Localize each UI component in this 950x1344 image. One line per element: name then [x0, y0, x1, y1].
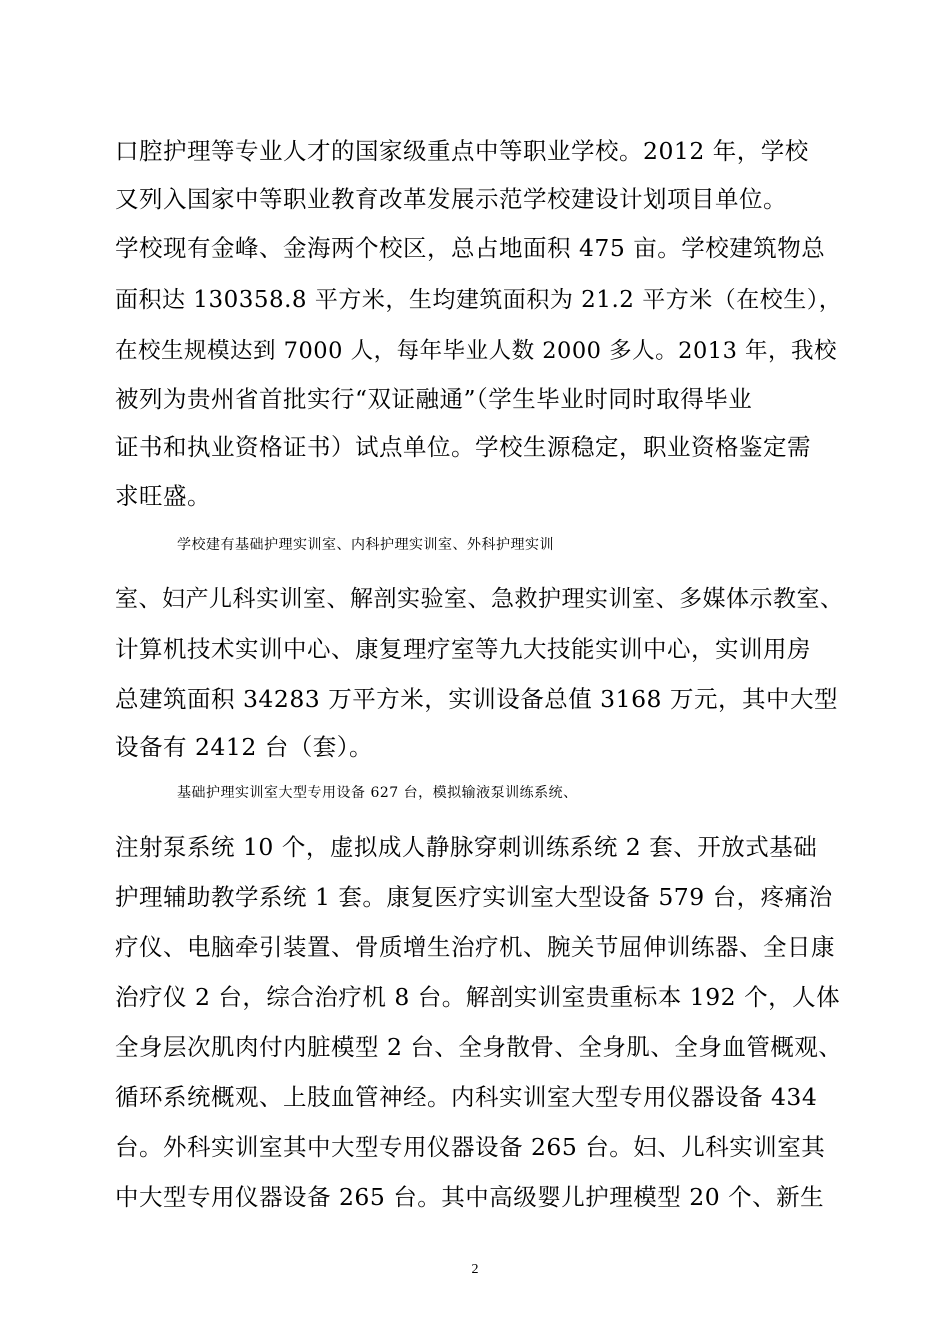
- text-line: 疗仪、电脑牵引装置、骨质增生治疗机、腕关节屈伸训练器、全日康: [115, 933, 835, 961]
- text-line: 计算机技术实训中心、康复理疗室等九大技能实训中心，实训用房: [115, 635, 811, 663]
- text-line: 证书和执业资格证书）试点单位。学校生源稳定，职业资格鉴定需: [115, 433, 811, 461]
- text-line: 护理辅助教学系统 1 套。康复医疗实训室大型设备 579 台，疼痛治: [115, 883, 833, 911]
- page-number: 2: [471, 1262, 479, 1277]
- text-line: 循环系统概观、上肢血管神经。内科实训室大型专用仪器设备 434: [115, 1083, 818, 1111]
- text-line: 学校现有金峰、金海两个校区，总占地面积 475 亩。学校建筑物总: [115, 234, 826, 262]
- text-line: 治疗仪 2 台，综合治疗机 8 台。解剖实训室贵重标本 192 个，人体: [115, 983, 841, 1011]
- text-line: 求旺盛。: [115, 482, 211, 510]
- text-line: 基础护理实训室大型专用设备 627 台，模拟输液泵训练系统、: [177, 785, 578, 801]
- text-line: 台。外科实训室其中大型专用仪器设备 265 台。妇、儿科实训室其: [115, 1133, 826, 1161]
- text-line: 全身层次肌肉付内脏模型 2 台、全身散骨、全身肌、全身血管概观、: [115, 1033, 843, 1061]
- text-line: 注射泵系统 10 个，虚拟成人静脉穿刺训练系统 2 套、开放式基础: [115, 833, 818, 861]
- text-line: 面积达 130358.8 平方米，生均建筑面积为 21.2 平方米（在校生），: [115, 287, 843, 313]
- text-line: 设备有 2412 台（套）。: [115, 733, 373, 761]
- text-line: 中大型专用仪器设备 265 台。其中高级婴儿护理模型 20 个、新生: [115, 1183, 825, 1211]
- text-line: 学校建有基础护理实训室、内科护理实训室、外科护理实训: [177, 537, 554, 553]
- text-line: 口腔护理等专业人才的国家级重点中等职业学校。2012 年，学校: [115, 137, 809, 165]
- text-line: 被列为贵州省首批实行“双证融通”（学生毕业时同时取得毕业: [115, 385, 753, 413]
- text-line: 又列入国家中等职业教育改革发展示范学校建设计划项目单位。: [115, 185, 787, 213]
- text-line: 室、妇产儿科实训室、解剖实验室、急救护理实训室、多媒体示教室、: [115, 586, 844, 612]
- text-line: 在校生规模达到 7000 人，每年毕业人数 2000 多人。2013 年，我校: [115, 338, 838, 364]
- text-line: 总建筑面积 34283 万平方米，实训设备总值 3168 万元，其中大型: [115, 685, 838, 713]
